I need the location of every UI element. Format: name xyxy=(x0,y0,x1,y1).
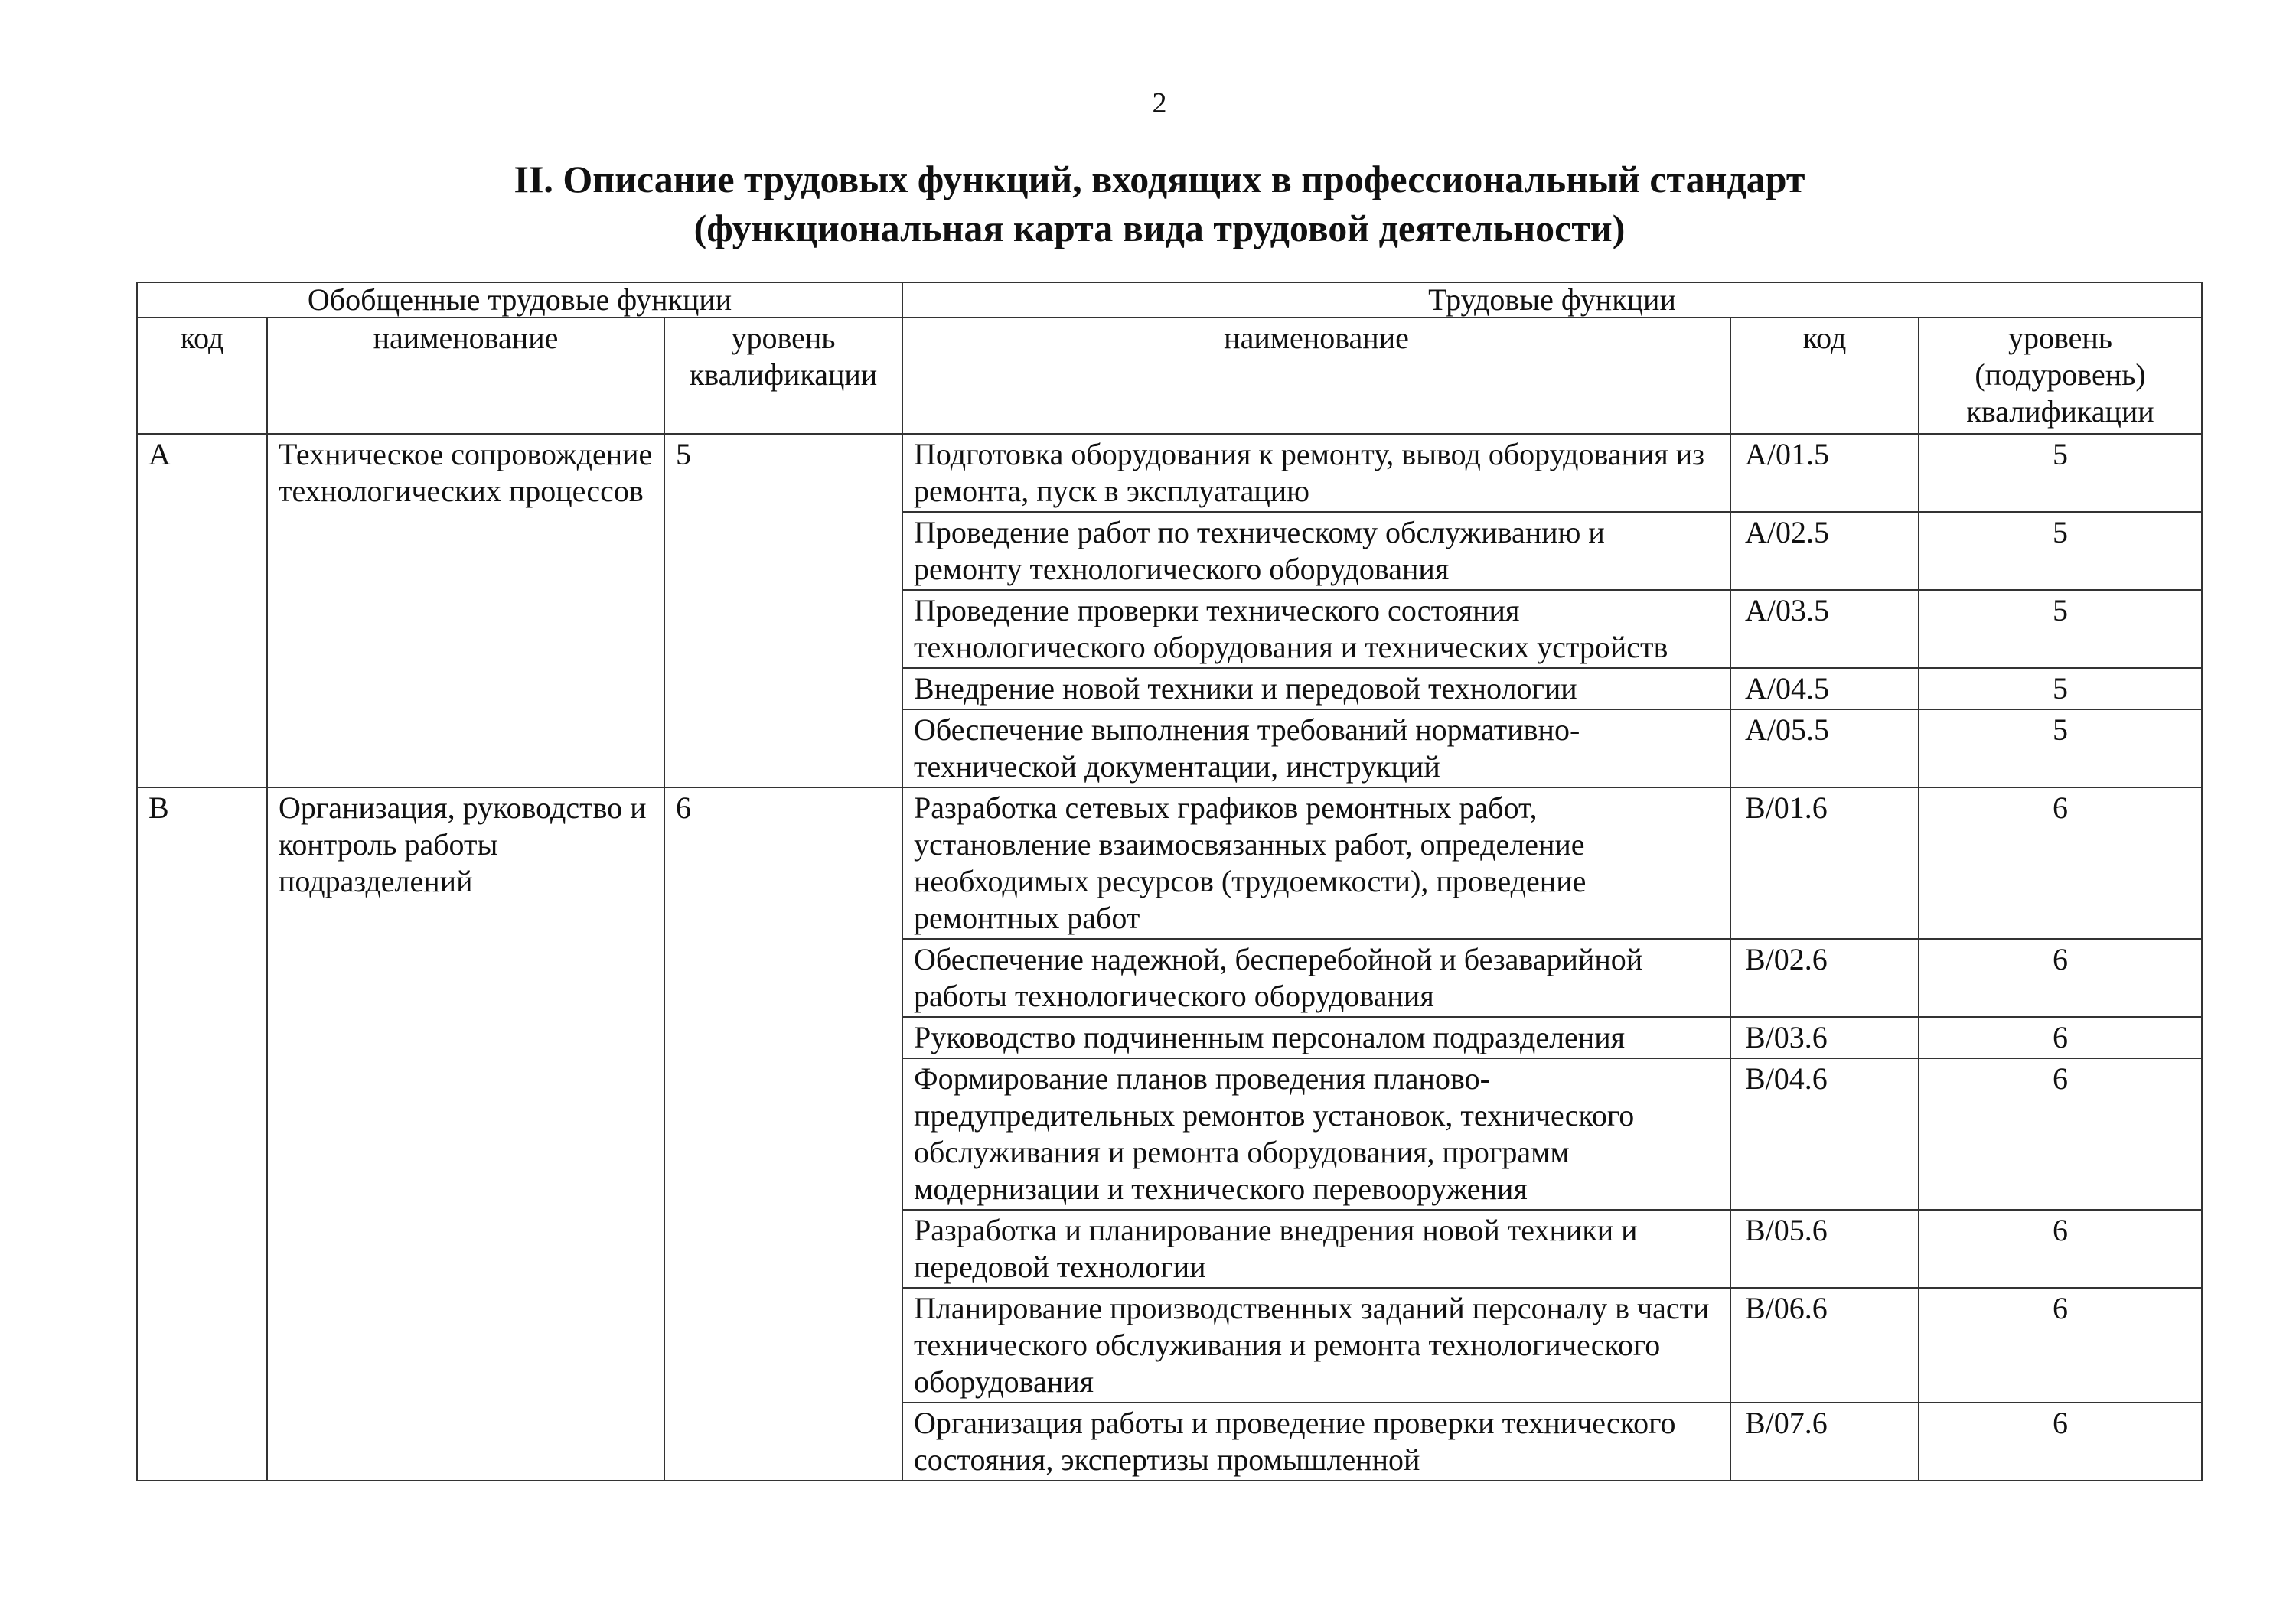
otf-level: 5 xyxy=(664,434,902,787)
tf-name: Разработка и планирование внедрения новой техники и передовой технологии xyxy=(902,1210,1730,1288)
page-number: 2 xyxy=(1152,87,1167,119)
table-row xyxy=(137,787,2202,939)
tf-level: 5 xyxy=(1919,668,2202,709)
tf-code: B/01.6 xyxy=(1730,787,1919,939)
col-otf-name: наименование xyxy=(267,318,664,434)
tf-name: Руководство подчиненным персоналом подразделения xyxy=(902,1017,1730,1058)
section-title xyxy=(0,155,2296,253)
otf-name: Организация, руководство и контроль работы подразделений xyxy=(267,787,664,1481)
tf-name: Обеспечение надежной, бесперебойной и безаварийной работы технологического оборудования xyxy=(902,939,1730,1017)
tf-code: A/01.5 xyxy=(1730,434,1919,512)
tf-code: A/02.5 xyxy=(1730,512,1919,590)
section-title-line-2: (функциональная карта вида трудовой деятельности) xyxy=(693,207,1626,249)
col-otf-level: уровень квалификации xyxy=(664,318,902,434)
tf-code: A/04.5 xyxy=(1730,668,1919,709)
tf-level: 6 xyxy=(1919,787,2202,939)
tf-level: 6 xyxy=(1919,1210,2202,1288)
tf-level: 6 xyxy=(1919,1017,2202,1058)
tf-code: A/05.5 xyxy=(1730,709,1919,787)
otf-name: Техническое сопровождение технологических процессов xyxy=(267,434,664,787)
col-tf-level: уровень (подуровень) квалификации xyxy=(1919,318,2202,434)
tf-name: Проведение проверки технического состояния технологического оборудования и технических устройств xyxy=(902,590,1730,668)
table-row xyxy=(137,434,2202,512)
tf-level: 5 xyxy=(1919,590,2202,668)
tf-name: Внедрение новой техники и передовой технологии xyxy=(902,668,1730,709)
tf-level: 6 xyxy=(1919,1288,2202,1403)
tf-name: Проведение работ по техническому обслуживанию и ремонту технологического оборудования xyxy=(902,512,1730,590)
tf-code: B/02.6 xyxy=(1730,939,1919,1017)
tf-name: Подготовка оборудования к ремонту, вывод оборудования из ремонта, пуск в эксплуатацию xyxy=(902,434,1730,512)
tf-code: B/05.6 xyxy=(1730,1210,1919,1288)
tf-level: 5 xyxy=(1919,434,2202,512)
otf-level: 6 xyxy=(664,787,902,1481)
otf-code: A xyxy=(137,434,267,787)
tf-level: 5 xyxy=(1919,709,2202,787)
tf-code: B/07.6 xyxy=(1730,1403,1919,1481)
header-generalized-functions: Обобщенные трудовые функции xyxy=(137,282,902,318)
tf-name: Формирование планов проведения планово-предупредительных ремонтов установок, технического обслуживания и ремонта оборудования, программ модернизации и технического перевооружения xyxy=(902,1058,1730,1210)
col-tf-code: код xyxy=(1730,318,1919,434)
tf-level: 6 xyxy=(1919,1403,2202,1481)
header-labor-functions: Трудовые функции xyxy=(902,282,2202,318)
section-title-line-1: II. Описание трудовых функций, входящих в профессиональный стандарт xyxy=(514,158,1805,200)
tf-name: Организация работы и проведение проверки технического состояния, экспертизы промышленной xyxy=(902,1403,1730,1481)
tf-name: Планирование производственных заданий персоналу в части технического обслуживания и ремонта технологического оборудования xyxy=(902,1288,1730,1403)
tf-code: A/03.5 xyxy=(1730,590,1919,668)
tf-name: Разработка сетевых графиков ремонтных работ, установление взаимосвязанных работ, определение необходимых ресурсов (трудоемкости), проведение ремонтных работ xyxy=(902,787,1730,939)
col-otf-code: код xyxy=(137,318,267,434)
functional-map-table xyxy=(136,282,2203,1481)
tf-level: 5 xyxy=(1919,512,2202,590)
table-body xyxy=(137,434,2202,1481)
tf-code: B/03.6 xyxy=(1730,1017,1919,1058)
tf-level: 6 xyxy=(1919,1058,2202,1210)
col-tf-name: наименование xyxy=(902,318,1730,434)
tf-code: B/04.6 xyxy=(1730,1058,1919,1210)
tf-name: Обеспечение выполнения требований нормативно-технической документации, инструкций xyxy=(902,709,1730,787)
otf-code: B xyxy=(137,787,267,1481)
tf-level: 6 xyxy=(1919,939,2202,1017)
tf-code: B/06.6 xyxy=(1730,1288,1919,1403)
